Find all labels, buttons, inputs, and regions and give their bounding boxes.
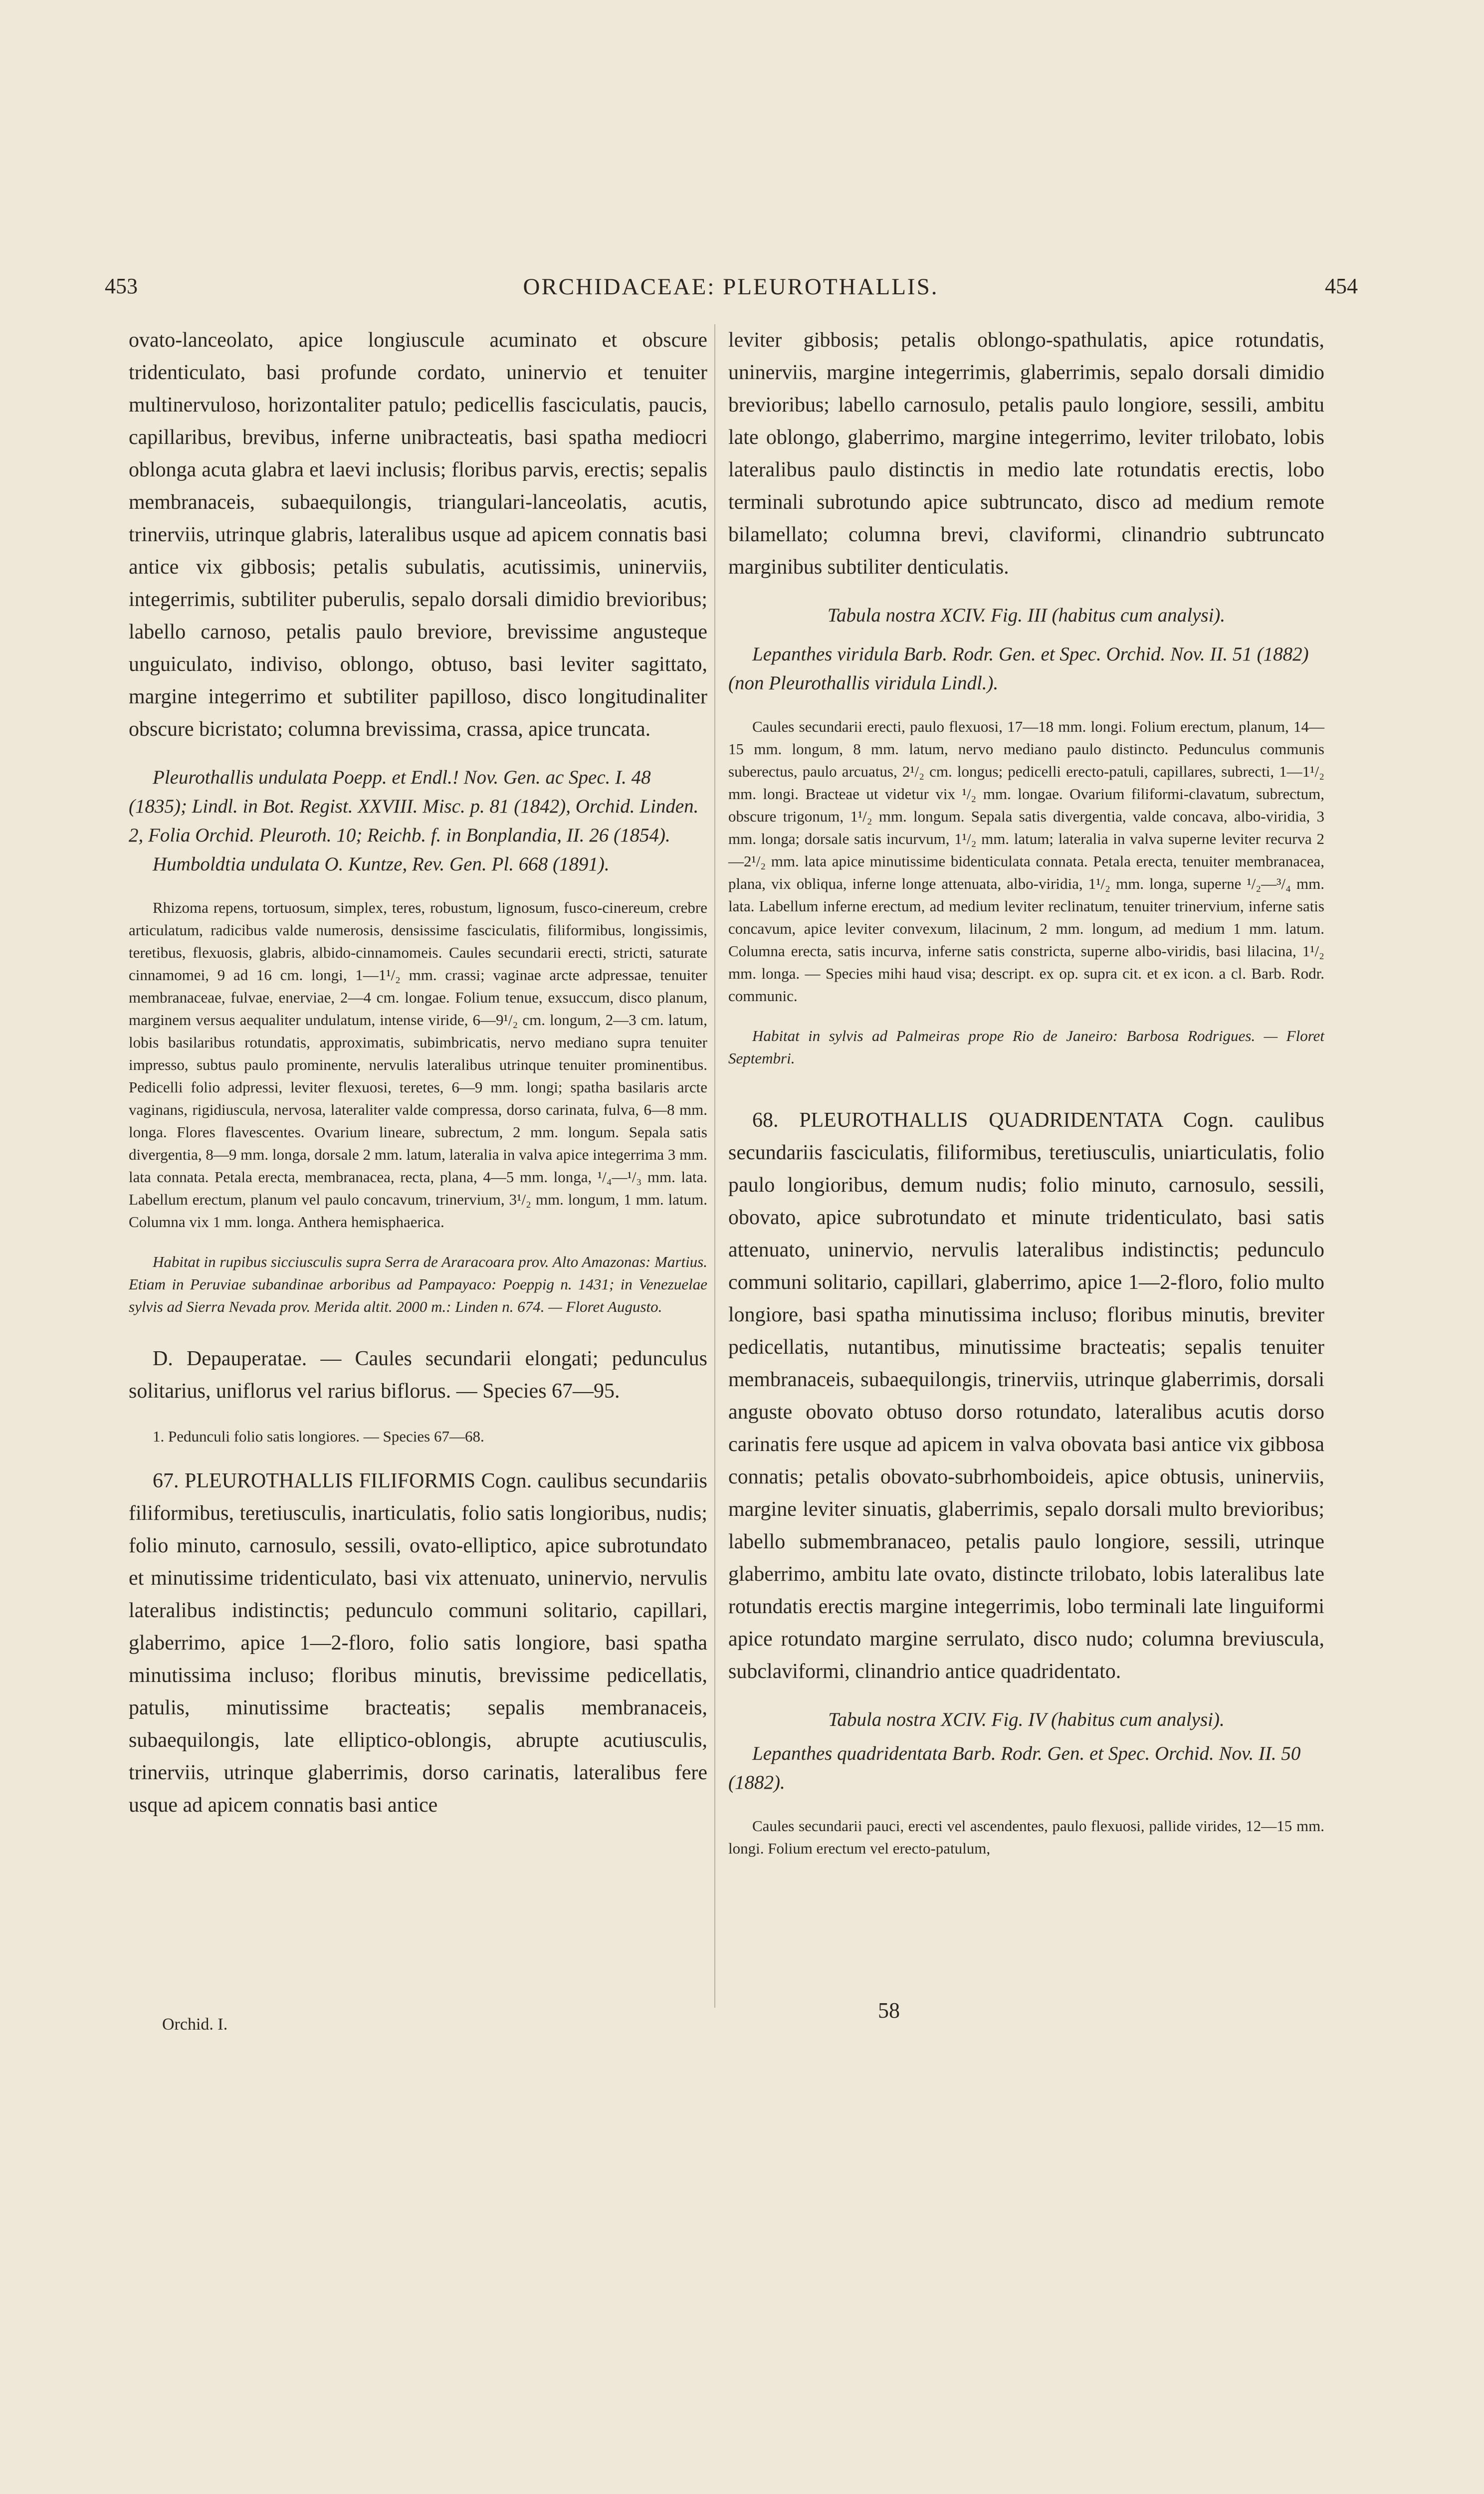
running-title: ORCHIDACEAE: PLEUROTHALLIS. bbox=[523, 274, 939, 300]
detailed-description: Rhizoma repens, tortuosum, simplex, teres, robustum, lignosum, fusco-cinereum, crebre articulatum, radicibus valde numerosis, densissime fasciculatis, filiformibus, longissimis, teretibus, flexuosis, glabris, albido-cinnamomeis. Caules secundarii erecti, stricti, saturate cinnamomei, 9 ad 16 cm. longi, 1—1¹/₂ mm. crassi; vaginae arcte adpressae, tenuiter membranaceae, fulvae, enerviae, 2—4 cm. longae. Folium tenue, exsuccum, disco planum, marginem versus aequaliter undulatum, intense viride, 6—9¹/₂ cm. longum, 2—3 cm. latum, lobis basilaribus rotundatis, approximatis, subimbricatis, nervo mediano supra tenuiter impresso, subtus paulo prominente, nervulis lateralibus utrinque tenuiter prominentibus. Pedicelli folio adpressi, leviter flexuosi, teretes, 6—9 mm. longi; spatha basilaris arcte vaginans, rigidiuscula, nervosa, lateraliter valde compressa, dorso carinata, fulva, 6—8 mm. longa. Flores flavescentes. Ovarium lineare, subrectum, 2 mm. longum. Sepala satis divergentia, 8—9 mm. longa, dorsale 2 mm. latum, lateralia in valva apice integerrima 3 mm. lata connata. Petala erecta, membranacea, recta, plana, 4—5 mm. longa, ¹/₄—¹/₃ mm. lata. Labellum erectum, planum vel paulo concavum, trinervium, 3¹/₂ mm. longum, 1 mm. latum. Columna vix 1 mm. longa. Anthera hemisphaerica. bbox=[129, 899, 707, 1231]
detailed-description-right-2: Caules secundarii pauci, erecti vel ascendentes, paulo flexuosi, pallide virides, 12—15 mm. longi. Folium erectum vel erecto-patulum, bbox=[728, 1817, 1324, 1857]
left-column bbox=[129, 324, 707, 1822]
synonymy-citation-right: Lepanthes viridula Barb. Rodr. Gen. et Spec. Orchid. Nov. II. 51 (1882) (non Pleurothallis viridula Lindl.). bbox=[728, 643, 1309, 694]
plate-reference: Tabula nostra XCIV. Fig. III (habitus cum analysi). bbox=[827, 605, 1226, 626]
left-page-number: 453 bbox=[105, 274, 138, 298]
plate-reference-2: Tabula nostra XCIV. Fig. IV (habitus cum analysi). bbox=[828, 1709, 1225, 1730]
paragraph-description-continued: ovato-lanceolato, apice longiuscule acuminato et obscure tridenticulato, basi profunde cordato, uninervio et tenuiter multinervuloso, horizontaliter patulo; pedicellis fasciculatis, paucis, capillaribus, brevibus, inferne unibracteatis, basi spatha mediocri oblonga acuta glabra et laevi inclusis; floribus parvis, erectis; sepalis membranaceis, subaequilongis, triangulari-lanceolatis, acutis, trinerviis, utrinque glabris, lateralibus usque ad apicem connatis basi antice vix gibbosis; petalis subulatis, acutissimis, uninerviis, integerrimis, subtiliter puberulis, sepalo dorsali dimidio brevioribus; labello carnoso, petalis paulo breviore, brevissime angusteque unguiculato, indiviso, oblongo, obtuso, basi leviter sagittato, margine integerrimo et subtiliter papilloso, disco longitudinaliter obscure bicristato; columna brevissima, crassa, apice truncata. bbox=[129, 329, 707, 741]
paragraph-description-continued-right: leviter gibbosis; petalis oblongo-spathulatis, apice rotundatis, uninerviis, margine integerrimis, glaberrimis, sepalo dorsali dimidio brevioribus; labello carnosulo, petalis paulo longiore, sessili, ambitu late oblongo, glaberrimo, margine integerrimo, leviter trilobato, lobis lateralibus paulo distinctis in medio late rotundatis erectis, lobo terminali subrotundo apice subtruncato, disco ad medium remote bilamellato; columna brevi, claviformi, clinandrio subtruncato marginibus subtiliter denticulatis. bbox=[728, 329, 1324, 579]
section-heading: D. Depauperatae. — Caules secundarii elongati; pedunculus solitarius, uniflorus vel rarius biflorus. — Species 67—95. bbox=[129, 1347, 707, 1403]
key-entry: 1. Pedunculi folio satis longiores. — Species 67—68. bbox=[153, 1428, 484, 1445]
species-68-description: 68. PLEUROTHALLIS QUADRIDENTATA Cogn. caulibus secundariis fasciculatis, filiformibus, teretiusculis, uniarticulatis, folio paulo longioribus, demum nudis; folio minuto, carnosulo, sessili, obovato, apice subrotundato et minute tridenticulato, basi satis attenuato, uninervio, nervulis lateralibus indistinctis; pedunculo communi solitario, capillari, glaberrimo, apice 1—2-floro, folio multo longiore, basi spatha minutissima incluso; floribus minutis, breviter pedicellatis, nutantibus, minutissime bracteatis; sepalis tenuiter membranaceis, subaequilongis, trinerviis, utrinque glaberrimis, dorsali anguste obovato obtuso dorso rotundato, lateralibus acutis dorso carinatis fere usque ad apicem in valva obovata basi antice vix gibbosa connatis; petalis obovato-subrhomboideis, apice obtusis, uninerviis, margine leviter sinuatis, glaberrimis, sepalo dorsali multo brevioribus; labello submembranaceo, petalis paulo longiore, sessili, utrinque glaberrimo, ambitu late ovato, distincte trilobato, lobis lateralibus late rotundatis erectis margine integerrimis, lobo terminali late linguiformi apice rotundato margine serrulato, disco nudo; columna breviuscula, subclaviformi, clinandrio antice quadridentato. bbox=[728, 1109, 1324, 1683]
detailed-description-right: Caules secundarii erecti, paulo flexuosi, 17—18 mm. longi. Folium erectum, planum, 14—15 mm. longum, 8 mm. latum, nervo mediano paulo distincto. Pedunculus communis suberectus, paulo arcuatus, 2¹/₂ cm. longus; pedicelli erecto-patuli, capillares, subrecti, 1—1¹/₂ mm. longi. Bracteae ut videtur vix ¹/₂ mm. longae. Ovarium filiformi-clavatum, subrectum, obscure trigonum, 1¹/₂ mm. longum. Sepala satis divergentia, valde concava, albo-viridia, 3 mm. longa; dorsale satis incurvum, 1¹/₂ mm. latum; lateralia in valva superne leviter recurva 2—2¹/₂ mm. lata apice minutissime bidenticulata connata. Petala erecta, tenuiter membranacea, plana, vix obliqua, inferne longe attenuata, albo-viridia, 1¹/₂ mm. longa, superne ¹/₂—³/₄ mm. lata. Labellum inferne erectum, ad medium leviter reclinatum, tenuiter trinervium, inferne satis concavum, apice leviter convexum, lilacinum, 2 mm. longum, ad medium 1 mm. latum. Columna erecta, satis incurva, inferne satis constricta, superne albo-viridis, basi lilacina, 1¹/₂ mm. longa. — Species mihi haud visa; descript. ex op. supra cit. et ex icon. a cl. Barb. Rodr. communic. bbox=[728, 718, 1324, 1005]
signature-mark: Orchid. I. bbox=[162, 2015, 228, 2034]
right-column bbox=[728, 324, 1324, 1860]
page-header bbox=[100, 273, 1362, 308]
synonymy-citation-2: Humboldtia undulata O. Kuntze, Rev. Gen. Pl. 668 (1891). bbox=[153, 853, 610, 875]
synonymy-citation-right-2: Lepanthes quadridentata Barb. Rodr. Gen. et Spec. Orchid. Nov. II. 50 (1882). bbox=[728, 1743, 1301, 1793]
right-page-number: 454 bbox=[1325, 274, 1358, 298]
sheet-number: 58 bbox=[878, 1998, 900, 2023]
synonymy-citation: Pleurothallis undulata Poepp. et Endl.! Nov. Gen. ac Spec. I. 48 (1835); Lindl. in Bot. Regist. XXVIII. Misc. p. 81 (1842), Orchid. Linden. 2, Folia Orchid. Pleuroth. 10; Reichb. f. in Bonplandia, II. 26 (1854). bbox=[129, 767, 699, 846]
habitat-note: Habitat in rupibus sicciusculis supra Serra de Araracoara prov. Alto Amazonas: Martius. Etiam in Peruviae subandinae arboribus ad Pampayaco: Poeppig n. 1431; in Venezuelae sylvis ad Sierra Nevada prov. Merida altit. 2000 m.: Linden n. 674. — Floret Augusto. bbox=[129, 1253, 707, 1315]
species-67-description: 67. PLEUROTHALLIS FILIFORMIS Cogn. caulibus secundariis filiformibus, teretiusculis, inarticulatis, folio satis longioribus, nudis; folio minuto, carnosulo, sessili, ovato-elliptico, apice subrotundato et minutissime tridenticulato, basi vix attenuato, uninervio, nervulis lateralibus indistinctis; pedunculo communi solitario, capillari, glaberrimo, apice 1—2-floro, folio satis longiore, basi spatha minutissima incluso; floribus minutis, brevissime pedicellatis, patulis, minutissime bracteatis; sepalis membranaceis, subaequilongis, late elliptico-oblongis, abrupte acutiusculis, trinerviis, utrinque glaberrimis, dorso carinatis, lateralibus fere usque ad apicem connatis basi antice bbox=[129, 1469, 707, 1817]
habitat-note-right: Habitat in sylvis ad Palmeiras prope Rio de Janeiro: Barbosa Rodrigues. — Floret Septembri. bbox=[728, 1027, 1324, 1067]
column-divider bbox=[714, 324, 715, 2008]
